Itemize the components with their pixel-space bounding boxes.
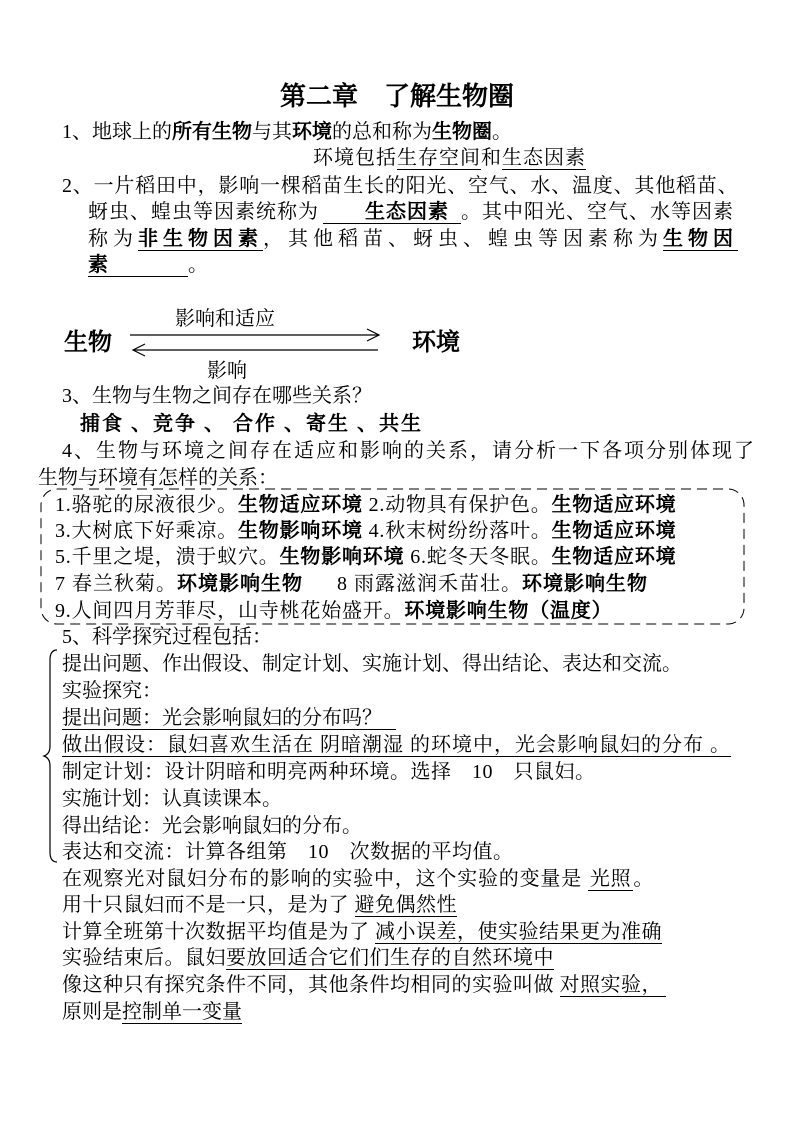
example-4-text: 4.秋末树纷纷落叶。	[362, 520, 552, 542]
diagram-backward-label: 影响	[207, 360, 247, 382]
q5-hypothesis-line	[62, 733, 731, 757]
example-1-answer: 生物适应环境	[238, 494, 363, 516]
q2-line-3	[88, 227, 738, 251]
q5-question: 提出问题：光会影响鼠妇的分布吗？	[62, 707, 396, 730]
q5-control-line	[62, 973, 666, 997]
q5-express: 表达和交流：计算各组第 10 次数据的平均值。	[62, 841, 514, 863]
chapter-title: 第二章 了解生物圈	[279, 82, 514, 111]
q5-ten-reason-text: 用十只鼠妇而不是一只，是为了	[62, 894, 355, 916]
q5-control-text: 像这种只有探究条件不同，其他条件均相同的实验叫做	[62, 974, 560, 996]
example-9-text: 9.人间四月芳菲尽，山寺桃花始盛开。	[55, 600, 405, 622]
q1-text-b: 与其	[252, 121, 292, 143]
q2-line-1: 2、一片稻田中，影响一棵稻苗生长的阳光、空气、水、温度、其他稻苗、	[62, 175, 739, 197]
q5-ten-reason-answer: 避免偶然性	[354, 894, 457, 916]
q5-after-line	[62, 946, 554, 970]
example-5-answer: 生物影响环境	[279, 546, 405, 568]
q5-variable-end: 。	[633, 868, 655, 890]
q5-after-text: 实验结束后。鼠妇	[62, 947, 226, 969]
example-8-text: 8 雨露滋润禾苗壮。	[337, 573, 522, 595]
q2-line-4	[88, 253, 208, 277]
example-row-5	[55, 599, 612, 623]
example-2-text: 2.动物具有保护色。	[362, 494, 552, 516]
q3-answer: 捕食 、竞争 、 合作 、寄生 、共生	[80, 413, 423, 435]
q5-variable-answer: 光照	[589, 868, 632, 890]
q5-plan: 制定计划：设计阴暗和明亮两种环境。选择 10 只鼠妇。	[62, 761, 596, 783]
q2-text-d: ，其他稻苗、蚜虫、蝗虫等因素称为	[263, 228, 663, 250]
q1-text-c: 的总和称为	[332, 121, 432, 143]
q5-experiment-label: 实验探究：	[62, 680, 162, 702]
example-7-text: 7 春兰秋菊。	[55, 573, 177, 595]
q1-keyword-all-organisms: 所有生物	[172, 121, 252, 143]
q2-answer-biotic-factors-part2: 素	[88, 254, 188, 277]
q5-conclusion: 得出结论：光会影响鼠妇的分布。	[62, 815, 362, 837]
q1-line-1	[62, 120, 512, 144]
q5-question-line	[62, 706, 396, 730]
q2-line-2	[88, 200, 734, 224]
diagram-forward-label: 影响和适应	[175, 308, 275, 330]
example-row-3	[55, 545, 676, 569]
example-1-text: 1.骆驼的尿液很少。	[55, 494, 238, 516]
q1-line-2	[313, 146, 586, 170]
q5-principle-text: 原则是	[62, 1001, 122, 1023]
diagram-environment: 环境	[412, 330, 460, 356]
q4-line-2: 生物与环境有怎样的关系：	[38, 467, 278, 489]
q1-keyword-biosphere: 生物圈	[432, 121, 492, 143]
example-5-text: 5.千里之堤，溃于蚁穴。	[55, 546, 280, 568]
q4-line-1: 4、生物与环境之间存在适应和影响的关系，请分析一下各项分别体现了	[62, 440, 756, 462]
q2-answer-ecological-factors: 生态因素	[323, 201, 461, 224]
q5-principle-answer: 控制单一变量	[122, 1001, 242, 1023]
q2-text-b: 。其中阳光、空气、水等因素	[461, 201, 734, 223]
example-4-answer: 生物适应环境	[551, 520, 677, 542]
q5-ten-reason-line	[62, 893, 457, 917]
q2-line-end: 。	[188, 254, 208, 276]
arrow-organism-to-environment	[130, 329, 379, 341]
arrow-environment-to-organism	[133, 344, 378, 356]
diagram-organism: 生物	[64, 330, 112, 356]
q5-after-answer: 要放回适合它们们生存的自然环境中	[226, 947, 554, 969]
q2-text-a: 蚜虫、蝗虫等因素统称为	[88, 201, 319, 223]
example-6-answer: 生物适应环境	[551, 546, 677, 568]
example-9-answer: 环境影响生物（温度）	[404, 600, 613, 622]
q5-principle-line	[62, 1000, 242, 1024]
q2-answer-biotic-factors-part1: 生物因	[663, 228, 738, 250]
q1-env-and: 和	[481, 147, 502, 169]
example-2-answer: 生物适应环境	[551, 494, 677, 516]
q5-implement: 实施计划：认真读课本。	[62, 788, 282, 810]
q2-text-c: 称为	[88, 228, 138, 250]
example-8-answer: 环境影响生物	[522, 573, 648, 595]
q3-question: 3、生物与生物之间存在哪些关系？	[62, 385, 372, 407]
q5-variable-text: 在观察光对鼠妇分布的影响的实验中，这个实验的变量是	[62, 868, 588, 890]
q5-hypothesis: 做出假设：鼠妇喜欢生活在 阴暗潮湿 的环境中，光会影响鼠妇的分布 。	[62, 734, 731, 756]
q5-variable-line	[62, 867, 654, 891]
q5-steps: 提出问题、作出假设、制定计划、实施计划、得出结论、表达和交流。	[62, 653, 682, 675]
q1-keyword-environment: 环境	[292, 121, 332, 143]
q5-average-reason-text: 计算全班第十次数据平均值是为了	[62, 921, 375, 943]
q1-env-prefix: 环境包括	[313, 147, 397, 169]
example-3-answer: 生物影响环境	[238, 520, 363, 542]
q1-text-d: 。	[492, 121, 512, 143]
example-row-2	[55, 519, 676, 543]
example-row-4	[55, 572, 648, 596]
example-row-1	[55, 493, 676, 517]
q1-text-a: 1、地球上的	[62, 121, 172, 143]
left-curly-brace	[42, 648, 60, 864]
q5-heading: 5、科学探究过程包括：	[62, 626, 272, 648]
q5-average-reason-line	[62, 920, 662, 944]
q1-answer-living-space: 生存空间	[397, 147, 481, 169]
q1-answer-ecological-factors: 生态因素	[502, 147, 586, 169]
diagram-arrows	[125, 325, 387, 359]
example-6-text: 6.蛇冬天冬眠。	[404, 546, 552, 568]
q5-average-reason-answer: 减小误差，使实验结果更为准确	[375, 921, 662, 943]
example-3-text: 3.大树底下好乘凉。	[55, 520, 238, 542]
q2-answer-abiotic-factors: 非生物因素	[138, 228, 263, 250]
example-7-answer: 环境影响生物	[177, 573, 303, 595]
q5-control-answer: 对照实验，	[560, 974, 667, 997]
